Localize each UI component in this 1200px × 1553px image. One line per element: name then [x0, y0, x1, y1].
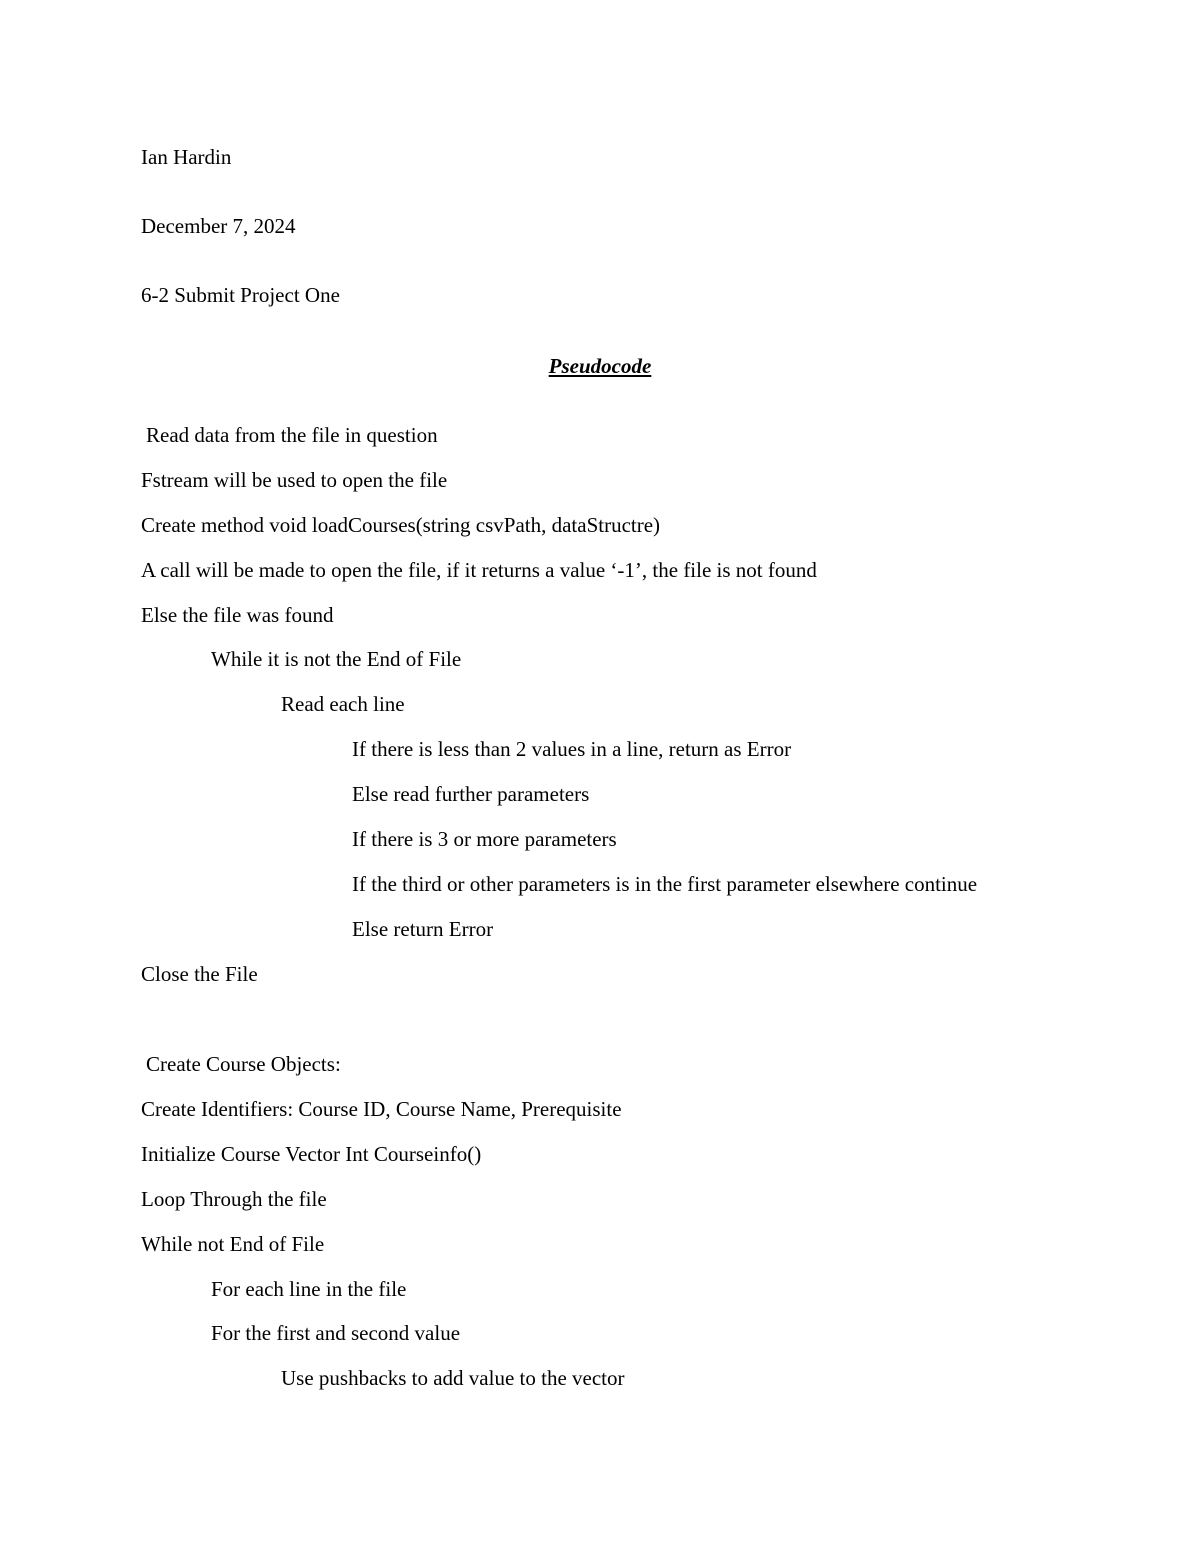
pseudocode-line: Use pushbacks to add value to the vector [281, 1366, 625, 1390]
pseudocode-line: Loop Through the file [141, 1187, 327, 1211]
pseudocode-line: Initialize Course Vector Int Courseinfo() [141, 1142, 482, 1166]
pseudocode-line: Read each line [281, 692, 405, 716]
pseudocode-line: Create Identifiers: Course ID, Course Name, Prerequisite [141, 1097, 622, 1121]
pseudocode-line: Else read further parameters [352, 782, 590, 806]
author-name: Ian Hardin [141, 145, 232, 169]
pseudocode-line: Else the file was found [141, 603, 334, 627]
pseudocode-line: While it is not the End of File [211, 647, 462, 671]
pseudocode-line: Read data from the file in question [146, 423, 438, 447]
pseudocode-line: Fstream will be used to open the file [141, 468, 448, 492]
pseudocode-line: A call will be made to open the file, if it returns a value ‘-1’, the file is not found [141, 558, 817, 582]
pseudocode-line: Close the File [141, 962, 258, 986]
section-heading: Pseudocode [548, 354, 652, 378]
document-date: December 7, 2024 [141, 214, 296, 238]
pseudocode-line: For the first and second value [211, 1321, 461, 1345]
pseudocode-line: If the third or other parameters is in the first parameter elsewhere continue [352, 872, 978, 896]
pseudocode-line: If there is 3 or more parameters [352, 827, 617, 851]
pseudocode-line: Else return Error [352, 917, 494, 941]
pseudocode-line: Create method void loadCourses(string csvPath, dataStructre) [141, 513, 661, 537]
pseudocode-line: For each line in the file [211, 1277, 407, 1301]
pseudocode-line: If there is less than 2 values in a line, return as Error [352, 737, 792, 761]
pseudocode-line: While not End of File [141, 1232, 325, 1256]
pseudocode-line: Create Course Objects: [146, 1052, 341, 1076]
assignment-title: 6-2 Submit Project One [141, 283, 340, 307]
